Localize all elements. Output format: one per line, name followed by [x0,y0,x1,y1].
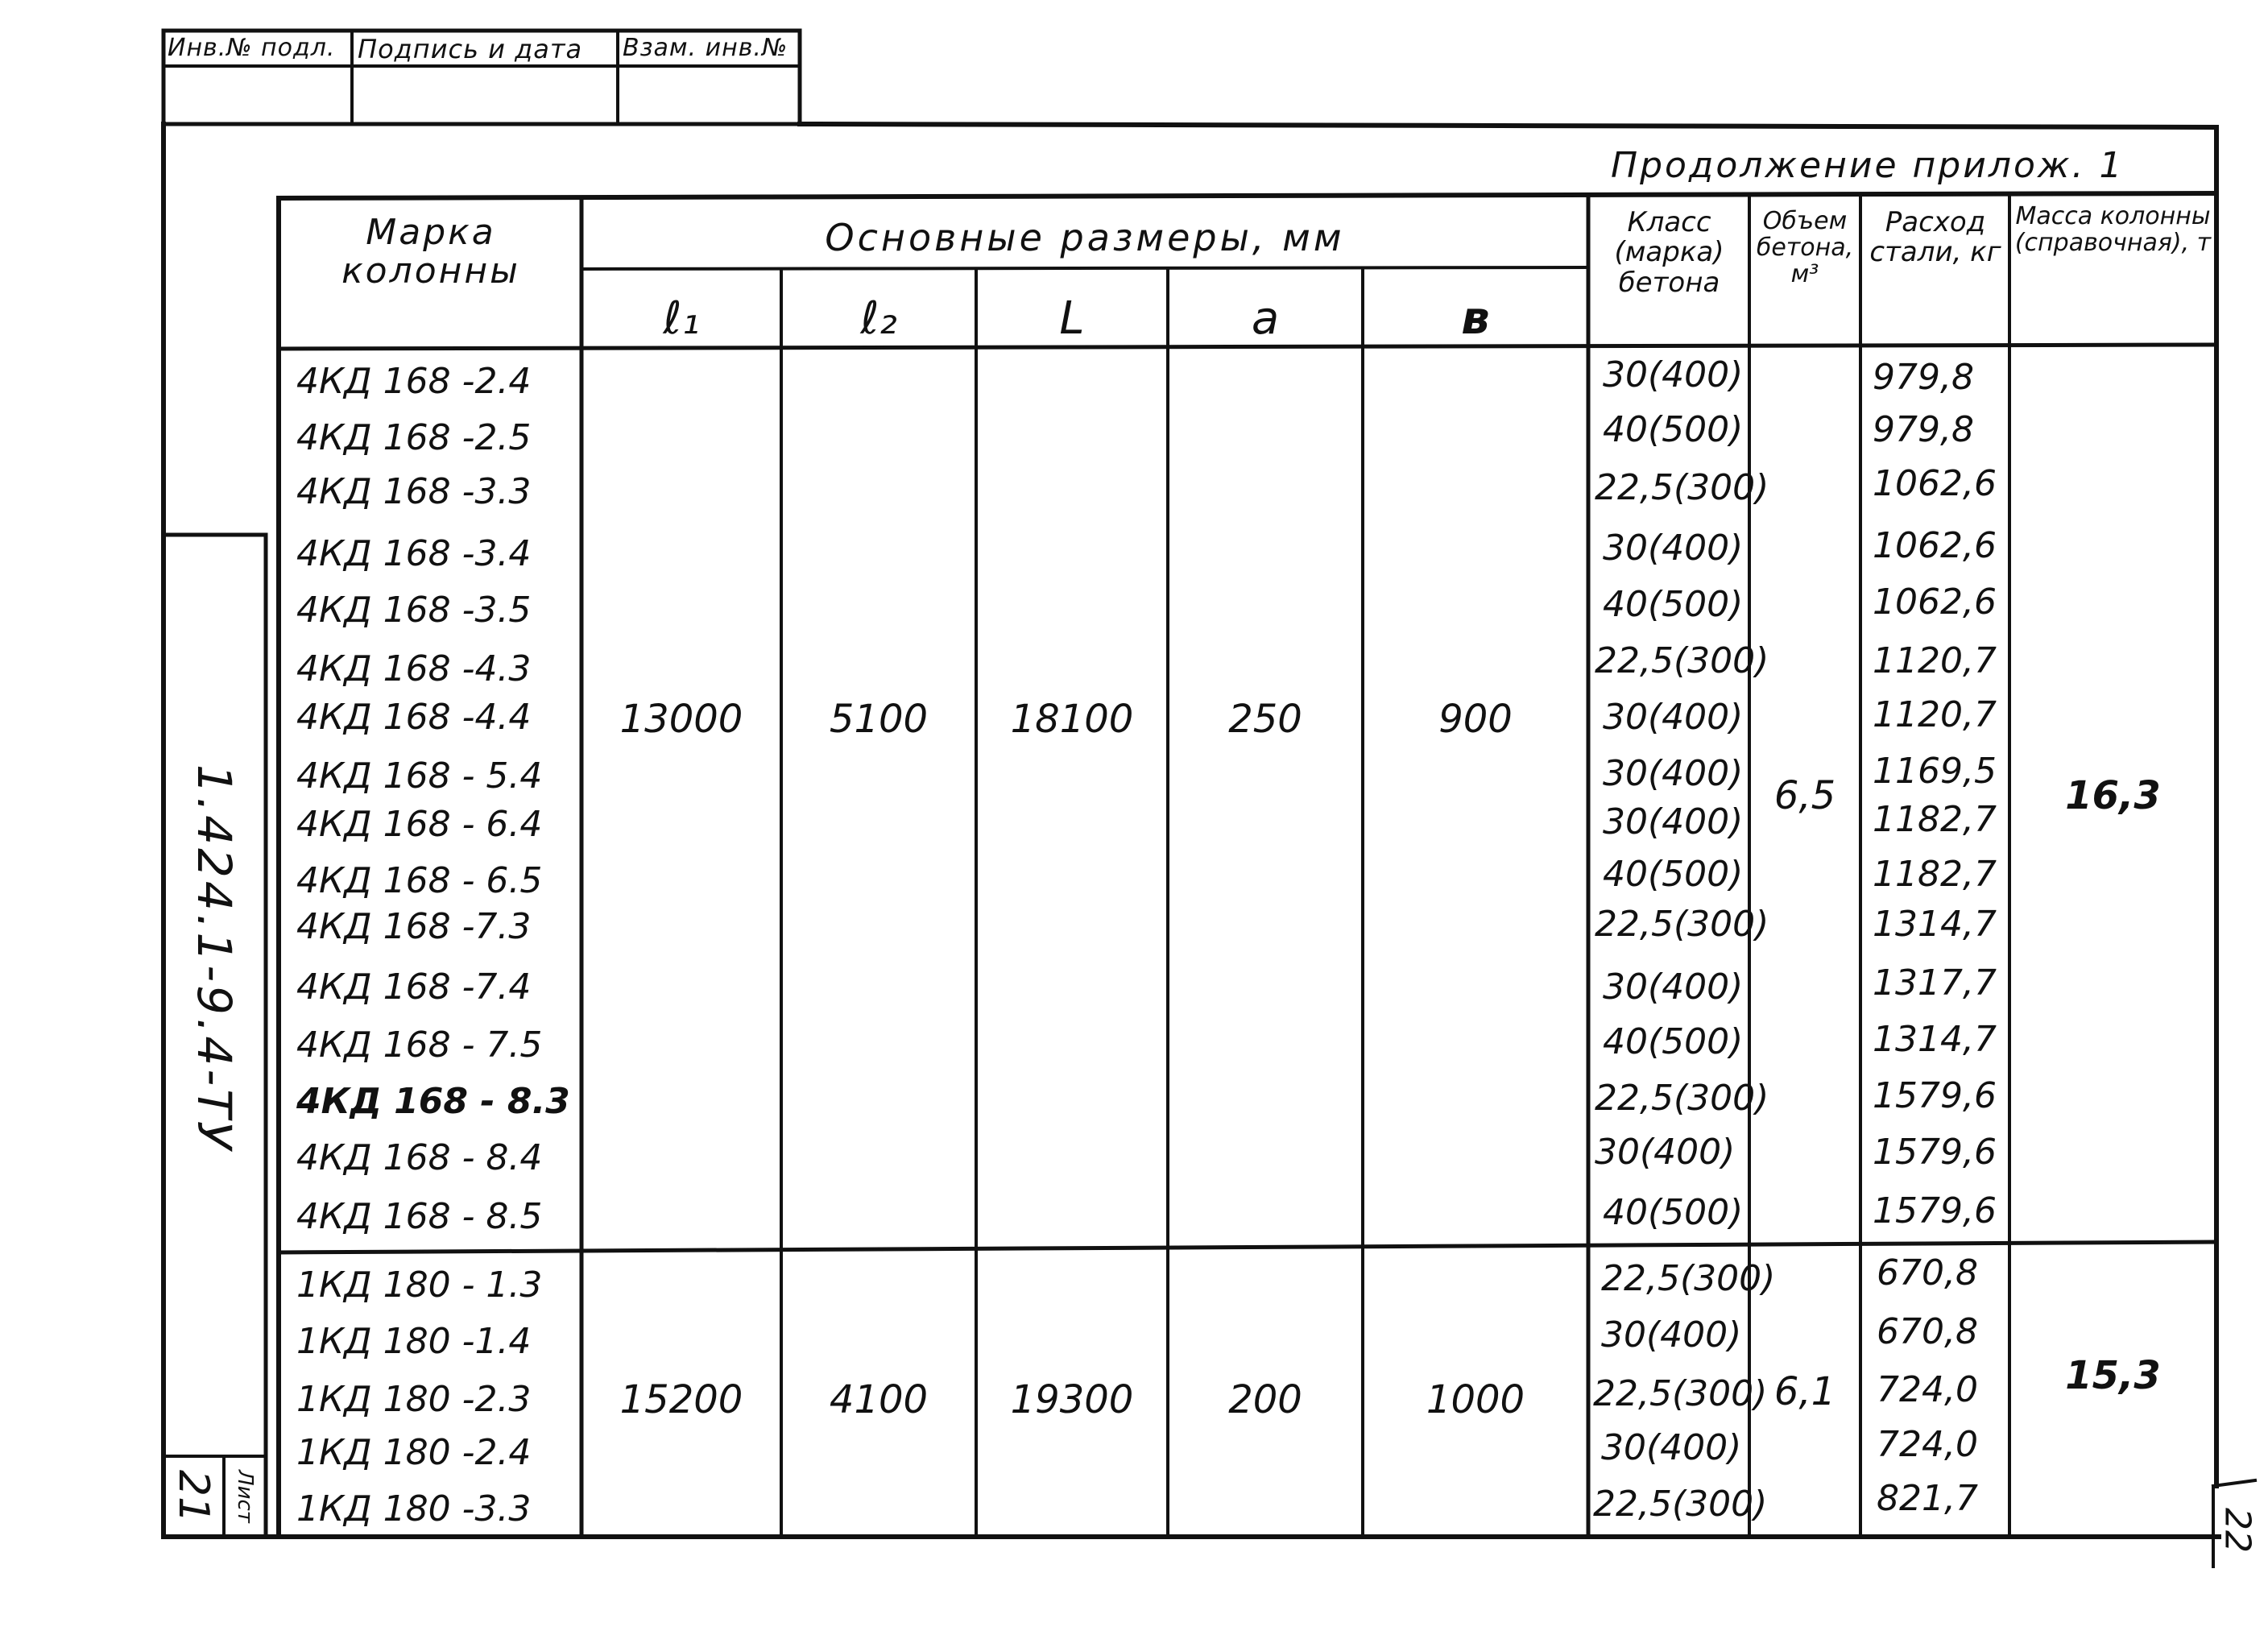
g1-row-class: 30(400) [1603,528,1744,569]
g1-row-class: 22,5(300) [1595,1078,1769,1119]
g1-row-mark: 4КД 168 -4.4 [296,697,532,738]
header-L: L [1059,292,1085,345]
g1-row-class: 40(500) [1603,1021,1744,1062]
g1-row-mark: 4КД 168 -2.4 [296,361,532,402]
g1-row-mark: 4КД 168 - 7.5 [296,1024,543,1066]
g1-row-steel: 979,8 [1873,409,1974,450]
header-steel: Расход стали, кг [1869,206,2001,269]
g2-row-mark: 1КД 180 -2.3 [296,1379,532,1420]
g1-row-class: 40(500) [1603,1192,1744,1233]
g2-a: 200 [1228,1377,1302,1422]
continuation-note: Продолжение прилож. 1 [1611,145,2125,186]
g2-l1: 15200 [619,1377,743,1422]
header-l1: ℓ₁ [663,292,700,345]
stamp-inv-label: Инв.№ подл. [168,34,336,62]
g1-row-class: 30(400) [1603,753,1744,794]
g2-volume: 6,1 [1773,1369,1836,1414]
g1-row-steel: 1579,6 [1873,1190,1997,1231]
header-a: a [1251,292,1280,345]
g1-row-steel: 1169,5 [1873,751,1997,792]
g1-b: 900 [1438,697,1513,742]
g1-row-mark: 4КД 168 - 6.4 [296,804,543,845]
g1-row-class: 22,5(300) [1595,467,1769,508]
g1-l1: 13000 [619,697,743,742]
g2-row-mark: 1КД 180 - 1.3 [296,1265,543,1306]
g2-row-steel: 821,7 [1877,1478,1978,1519]
g1-row-steel: 1314,7 [1873,904,1997,945]
g1-row-mark: 4КД 168 -2.5 [296,417,532,458]
stamp-replace-label: Взам. инв.№ [623,34,788,62]
g1-mass: 16,3 [2065,773,2161,818]
g1-L: 18100 [1010,697,1134,742]
g2-row-class: 22,5(300) [1593,1484,1768,1525]
header-l2: ℓ₂ [860,292,897,345]
g2-b: 1000 [1426,1377,1525,1422]
g2-row-steel: 724,0 [1877,1369,1978,1410]
g1-a: 250 [1228,697,1302,742]
g1-row-class: 30(400) [1603,967,1744,1008]
g1-row-steel: 979,8 [1873,357,1974,398]
g1-volume: 6,5 [1773,773,1836,818]
g1-row-steel: 1120,7 [1873,640,1997,681]
header-b: в [1461,292,1490,345]
sheet-number: 21 [169,1469,217,1524]
g2-row-class: 22,5(300) [1601,1258,1776,1299]
g1-row-steel: 1314,7 [1873,1019,1997,1060]
g1-row-mark: 4КД 168 - 8.3 [296,1081,570,1122]
g2-row-steel: 724,0 [1877,1424,1978,1465]
g1-row-mark: 4КД 168 - 6.5 [296,860,543,901]
g1-row-mark: 4КД 168 -3.4 [296,533,532,574]
g2-l2: 4100 [829,1377,929,1422]
g1-row-mark: 4КД 168 - 5.4 [296,755,543,797]
g1-row-class: 40(500) [1603,409,1744,450]
g1-row-class: 40(500) [1603,854,1744,895]
g2-row-mark: 1КД 180 -2.4 [296,1432,532,1473]
g2-row-steel: 670,8 [1877,1311,1978,1352]
g1-l2: 5100 [829,697,929,742]
g1-row-class: 22,5(300) [1595,904,1769,945]
g1-row-mark: 4КД 168 -3.5 [296,590,532,631]
corner-page-number: 22 [2216,1508,2258,1553]
g1-row-steel: 1062,6 [1873,525,1997,566]
g1-row-steel: 1182,7 [1873,854,1997,895]
g1-row-steel: 1062,6 [1873,463,1997,504]
g2-row-mark: 1КД 180 -1.4 [296,1321,532,1362]
header-concrete-class: Класс (марка) бетона [1614,206,1724,299]
g1-row-class: 30(400) [1603,801,1744,842]
g1-row-steel: 1182,7 [1873,799,1997,840]
g1-row-steel: 1317,7 [1873,962,1997,1004]
g1-row-class: 30(400) [1603,354,1744,395]
g1-row-class: 30(400) [1595,1132,1736,1173]
g1-row-mark: 4КД 168 - 8.4 [296,1137,543,1178]
g2-row-class: 30(400) [1601,1427,1742,1468]
g1-row-mark: 4КД 168 - 8.5 [296,1196,543,1237]
g1-row-class: 30(400) [1603,697,1744,738]
header-concrete-volume: Объем бетона, м³ [1756,207,1854,288]
doc-code: 1.424.1-9.4-ТУ [187,764,242,1153]
g2-mass: 15,3 [2065,1353,2161,1398]
g1-row-class: 22,5(300) [1595,640,1769,681]
g2-L: 19300 [1010,1377,1134,1422]
g2-row-mark: 1КД 180 -3.3 [296,1488,532,1529]
g1-row-steel: 1579,6 [1873,1132,1997,1173]
g1-row-class: 40(500) [1603,584,1744,625]
g1-row-steel: 1579,6 [1873,1075,1997,1116]
header-mark: Марка колонны [341,212,520,292]
sheet-label: Лист [233,1470,257,1523]
g2-row-class: 30(400) [1601,1314,1742,1356]
g1-row-mark: 4КД 168 -4.3 [296,648,532,689]
g2-row-steel: 670,8 [1877,1252,1978,1294]
g1-row-mark: 4КД 168 -7.4 [296,967,532,1008]
g1-row-steel: 1120,7 [1873,694,1997,735]
stamp-sign-label: Подпись и дата [358,34,583,64]
header-main-dimensions: Основные размеры, мм [825,216,1345,259]
g1-row-mark: 4КД 168 -7.3 [296,906,532,947]
g1-row-steel: 1062,6 [1873,582,1997,623]
g2-row-class: 22,5(300) [1593,1373,1768,1414]
header-mass: Масса колонны (справочная), т [2014,202,2212,257]
g1-row-mark: 4КД 168 -3.3 [296,471,532,512]
